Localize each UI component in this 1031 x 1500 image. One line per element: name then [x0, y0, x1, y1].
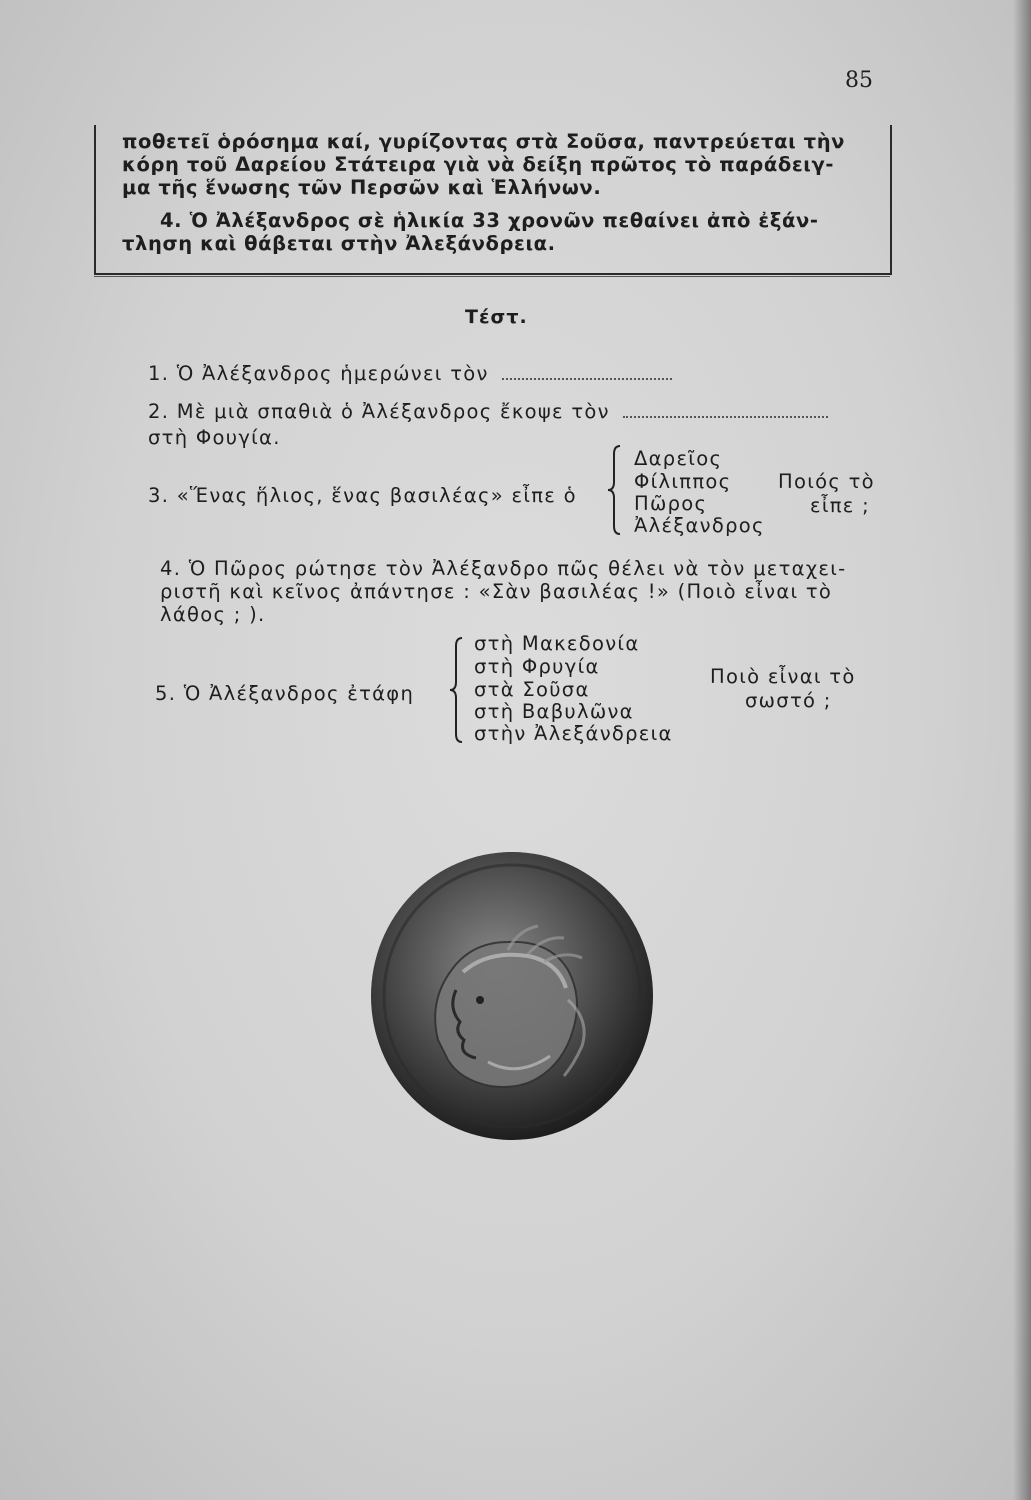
page-edge-shadow	[1013, 0, 1031, 1500]
summary-line: μα τῆς ἕνωσης τῶν Περσῶν καὶ Ἑλλήνων.	[122, 176, 602, 199]
summary-box	[94, 125, 892, 275]
question-5-ask: σωστό ;	[745, 689, 832, 712]
option-alexandreia: στὴν Ἀλεξάνδρεια	[474, 722, 673, 745]
question-3-text: 3. «Ἕνας ἥλιος, ἕνας βασιλέας» εἶπε ὁ	[148, 484, 577, 507]
option-philippos: Φίλιππος	[634, 470, 732, 493]
question-2	[148, 400, 828, 423]
question-4-line: 4. Ὁ Πῶρος ρώτησε τὸν Ἀλέξανδρο πῶς θέλει νὰ τὸν μεταχει-	[160, 557, 847, 580]
question-5-ask: Ποιὸ εἶναι τὸ	[710, 665, 856, 688]
question-2-text: 2. Μὲ μιὰ σπαθιὰ ὁ Ἀλέξανδρος ἔκοψε τὸν	[148, 400, 610, 423]
ancient-coin-image	[368, 850, 656, 1142]
left-brace	[448, 636, 470, 744]
test-title: Τέστ.	[465, 306, 528, 328]
option-makedonia: στὴ Μακεδονία	[474, 632, 640, 655]
summary-line: τληση καὶ θάβεται στὴν Ἀλεξάνδρεια.	[122, 232, 556, 255]
question-2-continuation: στὴ Φουγία.	[148, 426, 281, 449]
summary-line: ποθετεῖ ὁρόσημα καί, γυρίζοντας στὰ Σοῦσα, παντρεύεται τὴν	[122, 130, 846, 153]
page-number: 85	[845, 68, 873, 93]
question-3-ask: εἶπε ;	[810, 494, 870, 517]
question-3-ask: Ποιός τὸ	[778, 470, 875, 493]
answer-blank[interactable]	[623, 415, 828, 418]
divider	[94, 276, 890, 277]
left-brace	[606, 444, 628, 536]
option-sousa: στὰ Σοῦσα	[474, 678, 590, 701]
question-4-line: ριστῆ καὶ κεῖνος ἀπάντησε : «Σὰν βασιλέας !» (Ποιὸ εἶναι τὸ	[160, 580, 833, 603]
question-4-line: λάθος ; ).	[160, 603, 266, 626]
question-1	[148, 362, 672, 385]
question-1-text: 1. Ὁ Ἀλέξανδρος ἡμερώνει τὸν	[148, 362, 489, 385]
option-daryus: Δαρεῖος	[634, 447, 723, 470]
answer-blank[interactable]	[502, 377, 672, 380]
summary-line: 4. Ὁ Ἀλέξανδρος σὲ ἡλικία 33 χρονῶν πεθαίνει ἀπὸ ἐξάν-	[160, 209, 819, 232]
question-5-text: 5. Ὁ Ἀλέξανδρος ἐτάφη	[155, 682, 415, 705]
option-alexandros: Ἀλέξανδρος	[634, 514, 765, 537]
summary-line: κόρη τοῦ Δαρείου Στάτειρα γιὰ νὰ δείξη πρῶτος τὸ παράδειγ-	[122, 153, 835, 176]
option-frygia: στὴ Φρυγία	[474, 655, 600, 678]
option-poros: Πῶρος	[634, 492, 708, 515]
option-vavylona: στὴ Βαβυλῶνα	[474, 700, 634, 723]
